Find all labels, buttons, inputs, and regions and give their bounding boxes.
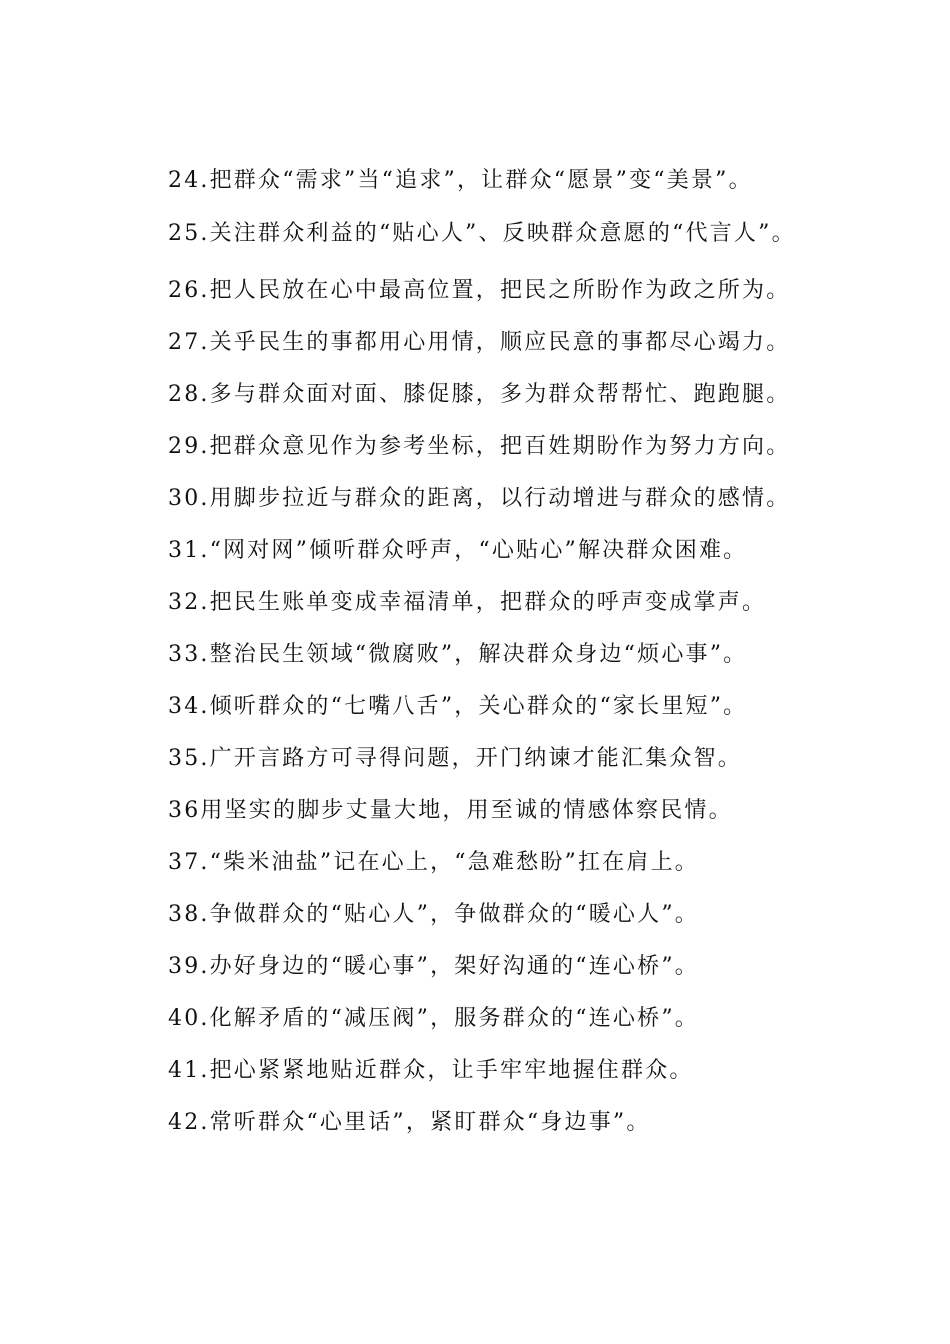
list-item: 42.常听群众“心里话”，紧盯群众“身边事”。 bbox=[168, 1110, 651, 1135]
list-item: 40.化解矛盾的“减压阀”，服务群众的“连心桥”。 bbox=[168, 1006, 699, 1031]
list-item: 30.用脚步拉近与群众的距离，以行动增进与群众的感情。 bbox=[168, 486, 791, 511]
list-item: 29.把群众意见作为参考坐标，把百姓期盼作为努力方向。 bbox=[168, 434, 791, 459]
list-item: 39.办好身边的“暖心事”，架好沟通的“连心桥”。 bbox=[168, 954, 699, 979]
list-item: 32.把民生账单变成幸福清单，把群众的呼声变成掌声。 bbox=[168, 590, 767, 615]
list-item: 24.把群众“需求”当“追求”，让群众“愿景”变“美景”。 bbox=[168, 168, 753, 193]
list-item: 28.多与群众面对面、膝促膝，多为群众帮帮忙、跑跑腿。 bbox=[168, 382, 791, 407]
list-item: 25.关注群众利益的“贴心人”、反映群众意愿的“代言人”。 bbox=[168, 221, 796, 246]
list-item: 27.关乎民生的事都用心用情，顺应民意的事都尽心竭力。 bbox=[168, 330, 791, 355]
list-item: 33.整治民生领域“微腐败”，解决群众身边“烦心事”。 bbox=[168, 642, 748, 667]
list-item: 26.把人民放在心中最高位置，把民之所盼作为政之所为。 bbox=[168, 278, 791, 303]
list-item: 31.“网对网”倾听群众呼声，“心贴心”解决群众困难。 bbox=[168, 538, 748, 563]
list-item: 34.倾听群众的“七嘴八舌”，关心群众的“家长里短”。 bbox=[168, 694, 748, 719]
document-body bbox=[128, 166, 830, 1156]
list-item: 36用坚实的脚步丈量大地，用至诚的情感体察民情。 bbox=[168, 798, 733, 823]
list-item: 38.争做群众的“贴心人”，争做群众的“暖心人”。 bbox=[168, 902, 699, 927]
list-item: 41.把心紧紧地贴近群众，让手牢牢地握住群众。 bbox=[168, 1058, 694, 1083]
list-item: 35.广开言路方可寻得问题，开门纳谏才能汇集众智。 bbox=[168, 746, 742, 771]
list-item: 37.“柴米油盐”记在心上，“急难愁盼”扛在肩上。 bbox=[168, 850, 699, 875]
